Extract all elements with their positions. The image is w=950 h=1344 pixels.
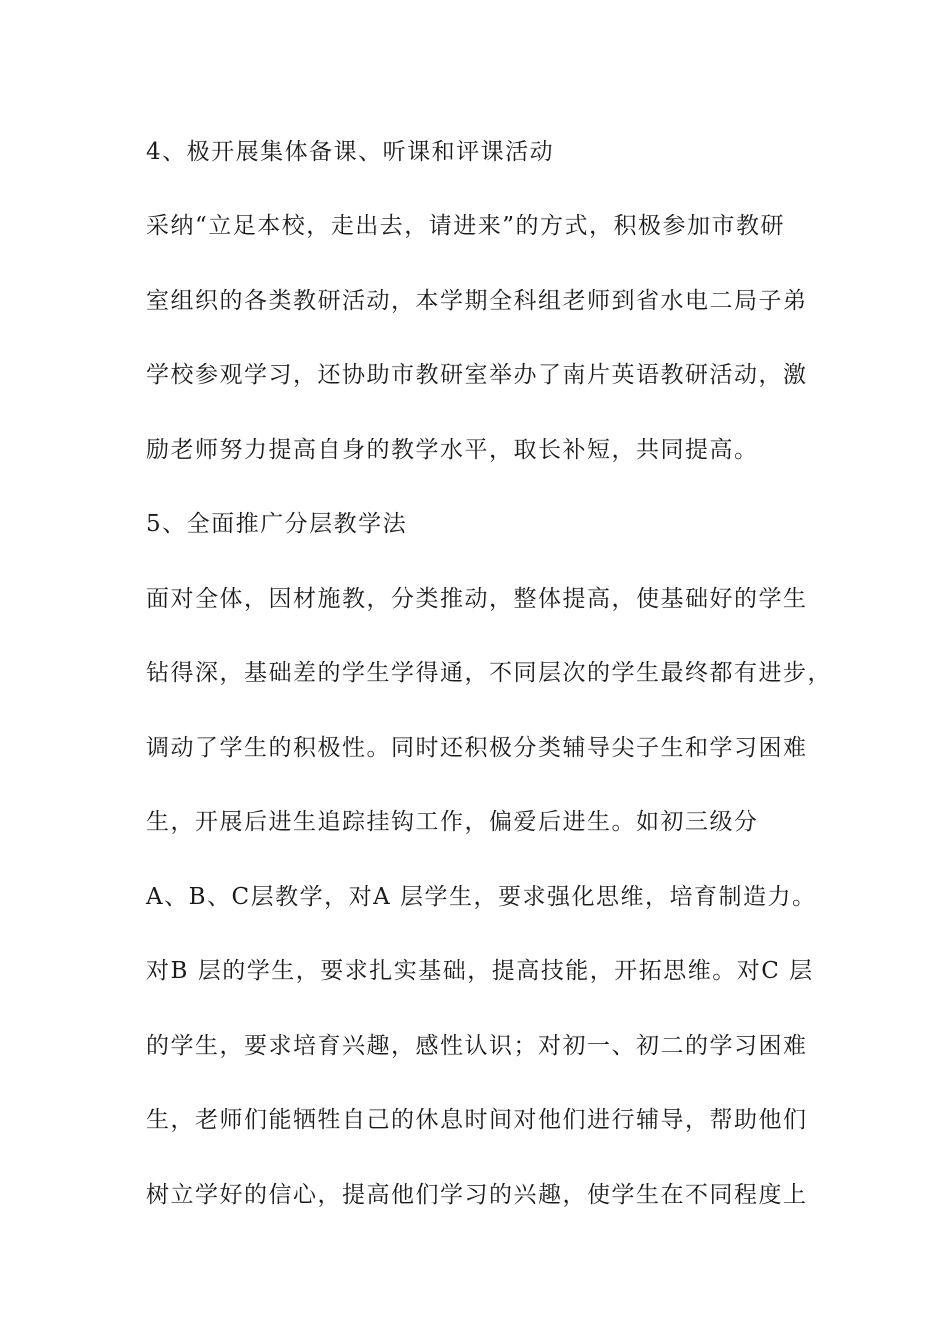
- paragraph-line: 调动了学生的积极性。同时还积极分类辅导尖子生和学习困难: [146, 735, 808, 761]
- paragraph-line: 树立学好的信心，提高他们学习的兴趣，使学生在不同程度上: [146, 1182, 808, 1208]
- paragraph-line: 室组织的各类教研活动，本学期全科组老师到省水电二局子弟: [146, 288, 808, 314]
- paragraph-line: 对B 层的学生，要求扎实基础，提高技能，开拓思维。对C 层: [146, 958, 814, 984]
- section-heading-4: 4、极开展集体备课、听课和评课活动: [146, 139, 555, 165]
- section-heading-5: 5、全面推广分层教学法: [146, 511, 408, 537]
- paragraph-line: 的学生，要求培育兴趣，感性认识；对初一、初二的学习困难: [146, 1033, 808, 1059]
- paragraph-line: 面对全体，因材施教，分类推动，整体提高，使基础好的学生: [146, 586, 808, 612]
- paragraph-line: 励老师努力提高自身的教学水平，取长补短，共同提高。: [146, 437, 759, 463]
- paragraph-line: 生，开展后进生追踪挂钩工作，偏爱后进生。如初三级分: [146, 809, 759, 835]
- paragraph-line: 学校参观学习，还协助市教研室举办了南片英语教研活动，激: [146, 362, 808, 388]
- paragraph-line: 采纳“立足本校，走出去，请进来”的方式，积极参加市教研: [146, 213, 786, 239]
- paragraph-line: 生，老师们能牺牲自己的休息时间对他们进行辅导，帮助他们: [146, 1107, 808, 1133]
- paragraph-line: 钻得深，基础差的学生学得通，不同层次的学生最终都有进步，: [146, 660, 832, 686]
- paragraph-line: A、B、C层教学，对A 层学生，要求强化思维，培育制造力。: [146, 884, 817, 910]
